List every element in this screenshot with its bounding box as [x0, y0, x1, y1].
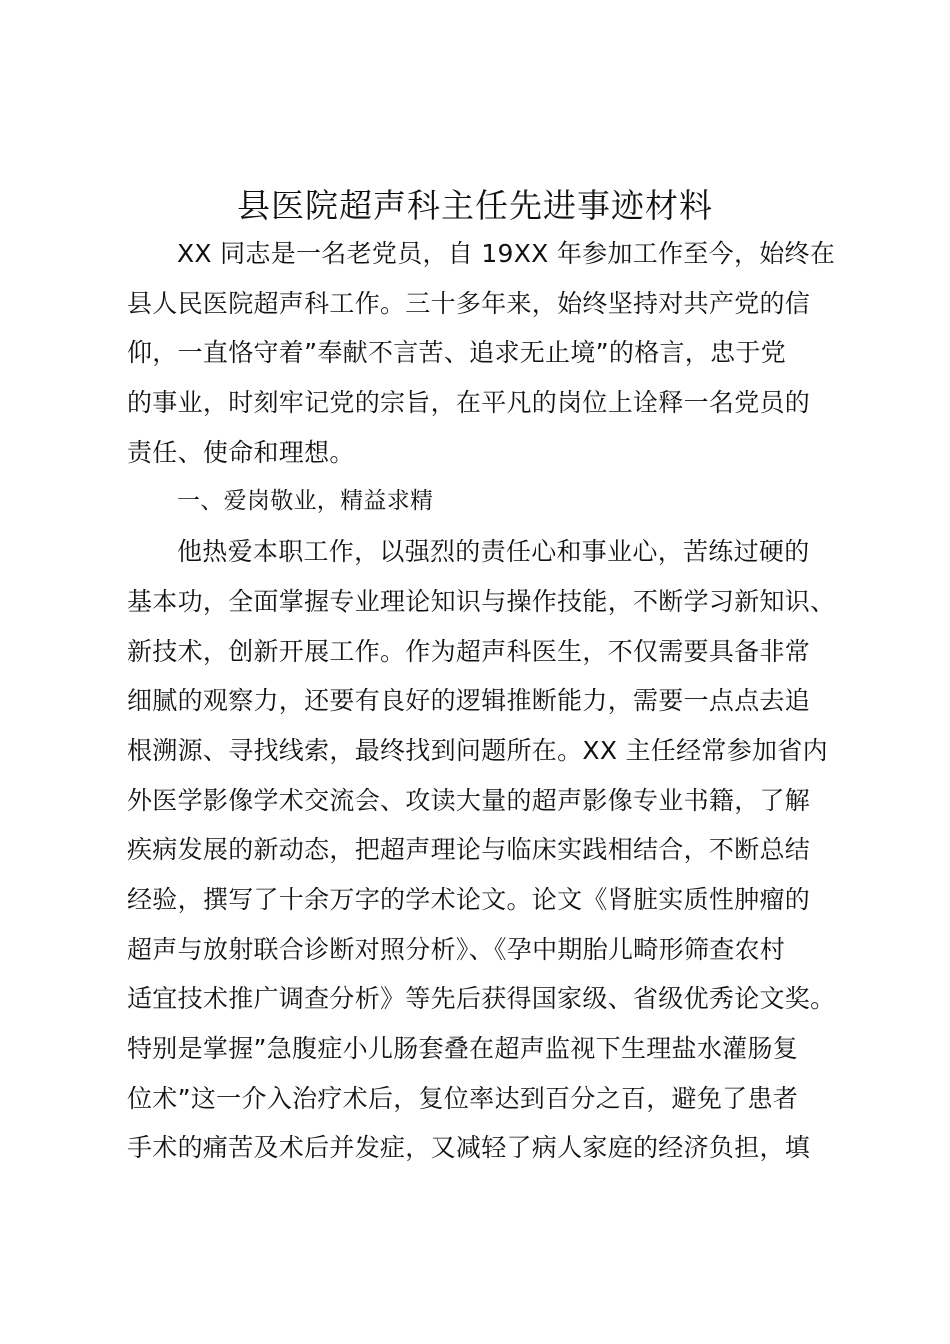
document-body [127, 229, 837, 1173]
paragraph-line: 特别是掌握”急腹症小儿肠套叠在超声监视下生理盐水灌肠复 [127, 1034, 799, 1063]
paragraph-line: 适宜技术推广调查分析》等先后获得国家级、省级优秀论文奖。 [127, 984, 836, 1014]
paragraph-line: 他热爱本职工作，以强烈的责任心和事业心，苦练过硬的 [177, 537, 810, 567]
paragraph-line: 疾病发展的新动态，把超声理论与临床实践相结合，不断总结 [127, 835, 811, 865]
paragraph-line: 位术”这一介入治疗术后，复位率达到百分之百，避免了患者 [127, 1083, 799, 1113]
paragraph-line: 根溯源、寻找线索，最终找到问题所在。XX 主任经常参加省内 [127, 735, 828, 765]
paragraph-line: 外医学影像学术交流会、攻读大量的超声影像专业书籍，了解 [127, 785, 811, 815]
paragraph-line: 的事业，时刻牢记党的宗旨，在平凡的岗位上诠释一名党员的 [127, 388, 811, 418]
paragraph-line: 手术的痛苦及术后并发症，又减轻了病人家庭的经济负担，填 [127, 1133, 811, 1163]
paragraph-line: 经验，撰写了十余万字的学术论文。论文《肾脏实质性肿瘤的 [127, 884, 811, 914]
document-title: 县医院超声科主任先进事迹材料 [237, 186, 713, 225]
paragraph-line: 仰，一直恪守着”奉献不言苦、追求无止境”的格言，忠于党 [127, 338, 787, 368]
paragraph-line: 县人民医院超声科工作。三十多年来，始终坚持对共产党的信 [127, 288, 811, 318]
paragraph-line: 新技术，创新开展工作。作为超声科医生，不仅需要具备非常 [127, 636, 811, 666]
paragraph-line: 超声与放射联合诊断对照分析》、《孕中期胎儿畸形筛查农村 [127, 934, 786, 964]
section-heading: 一、爱岗敬业，精益求精 [177, 488, 434, 515]
paragraph-line: 细腻的观察力，还要有良好的逻辑推断能力，需要一点点去追 [127, 686, 811, 716]
paragraph-line: 责任、使命和理想。 [127, 437, 355, 467]
paragraph-line: XX 同志是一名老党员，自 19XX 年参加工作至今，始终在 [177, 239, 836, 268]
paragraph-line: 基本功，全面掌握专业理论知识与操作技能，不断学习新知识、 [127, 586, 836, 616]
